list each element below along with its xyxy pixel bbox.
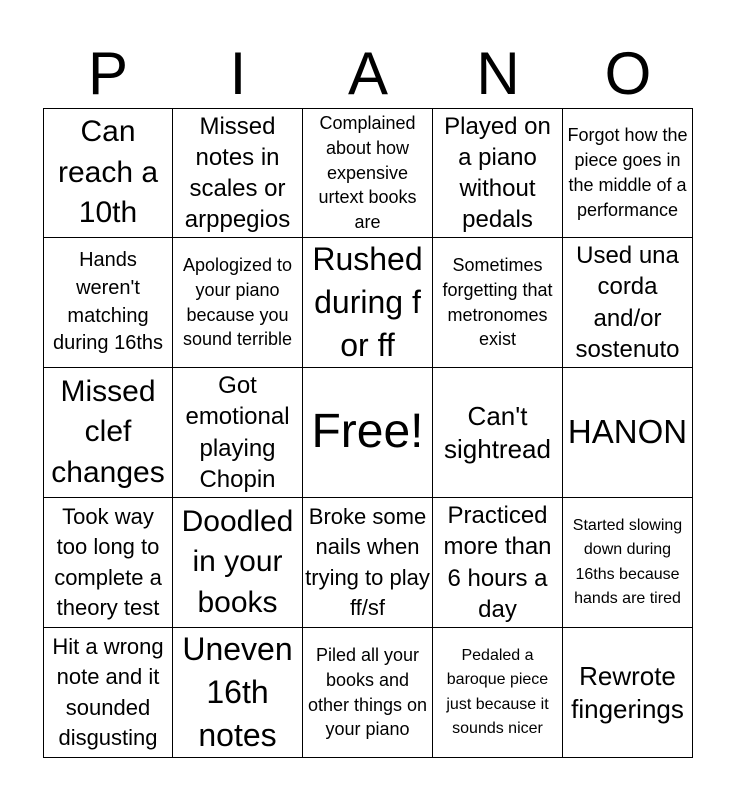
bingo-cell-r5-c3[interactable]: Piled all your books and other things on your piano	[303, 628, 433, 758]
bingo-cell-r4-c2[interactable]: Doodled in your books	[173, 498, 303, 628]
bingo-cell-r2-c1[interactable]: Hands weren't matching during 16ths	[43, 238, 173, 368]
bingo-cell-r3-c1[interactable]: Missed clef changes	[43, 368, 173, 498]
bingo-header	[43, 40, 693, 108]
bingo-cell-r4-c5[interactable]: Started slowing down during 16ths because hands are tired	[563, 498, 693, 628]
bingo-cell-r1-c4[interactable]: Played on a piano without pedals	[433, 108, 563, 238]
bingo-cell-r3-c4[interactable]: Can't sightread	[433, 368, 563, 498]
bingo-cell-r3-c5[interactable]: HANON	[563, 368, 693, 498]
bingo-cell-r1-c2[interactable]: Missed notes in scales or arppegios	[173, 108, 303, 238]
bingo-cell-r2-c4[interactable]: Sometimes forgetting that metronomes exist	[433, 238, 563, 368]
bingo-cell-r1-c3[interactable]: Complained about how expensive urtext books are	[303, 108, 433, 238]
bingo-cell-r2-c3[interactable]: Rushed during f or ff	[303, 238, 433, 368]
header-letter-n: N	[476, 40, 520, 107]
bingo-cell-r3-c2[interactable]: Got emotional playing Chopin	[173, 368, 303, 498]
header-letter-a: A	[347, 40, 389, 107]
bingo-cell-r1-c5[interactable]: Forgot how the piece goes in the middle of a performance	[563, 108, 693, 238]
bingo-cell-r5-c4[interactable]: Pedaled a baroque piece just because it sounds nicer	[433, 628, 563, 758]
bingo-cell-r4-c1[interactable]: Took way too long to complete a theory test	[43, 498, 173, 628]
bingo-cell-r5-c5[interactable]: Rewrote fingerings	[563, 628, 693, 758]
header-letter-i: I	[229, 40, 247, 107]
bingo-cell-r2-c5[interactable]: Used una corda and/or sostenuto	[563, 238, 693, 368]
bingo-cell-r2-c2[interactable]: Apologized to your piano because you sound terrible	[173, 238, 303, 368]
header-letter-p: P	[87, 40, 129, 107]
header-letter-o: O	[604, 40, 652, 107]
bingo-cell-r4-c3[interactable]: Broke some nails when trying to play ff/sf	[303, 498, 433, 628]
bingo-cell-r5-c1[interactable]: Hit a wrong note and it sounded disgusting	[43, 628, 173, 758]
bingo-cell-r5-c2[interactable]: Uneven 16th notes	[173, 628, 303, 758]
bingo-cell-r4-c4[interactable]: Practiced more than 6 hours a day	[433, 498, 563, 628]
bingo-board	[43, 108, 693, 758]
bingo-cell-r1-c1[interactable]: Can reach a 10th	[43, 108, 173, 238]
free-space-cell[interactable]: Free!	[303, 368, 433, 498]
